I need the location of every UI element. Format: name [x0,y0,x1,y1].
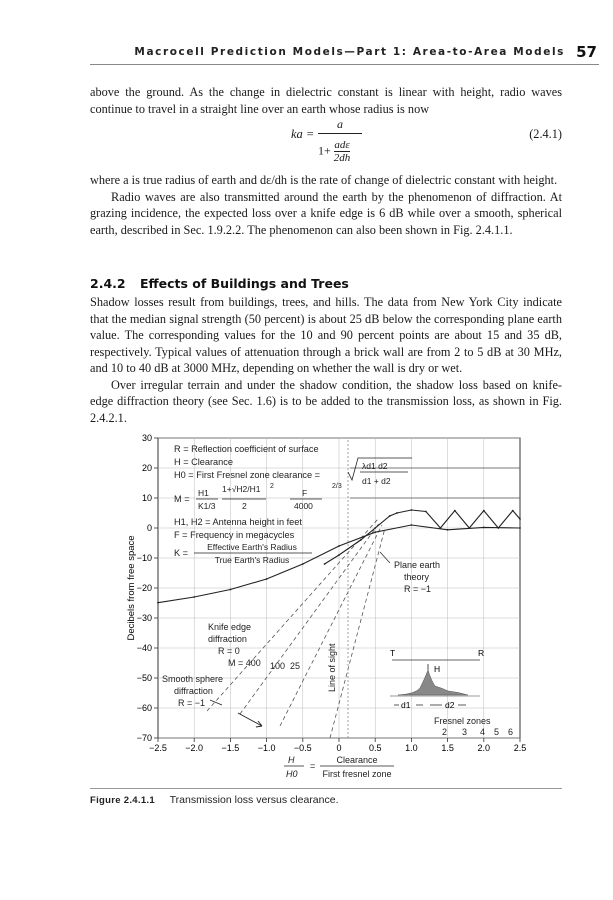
legend-k-num: Effective Earth's Radius [207,542,297,552]
series-0-point [193,596,195,598]
x-axis-label-h0: H0 [286,769,298,779]
series-1-point [374,527,376,529]
equation-2-4-1 [90,117,562,165]
legend-k-den: True Earth's Radius [214,555,290,565]
dashed-line-smooth [330,528,385,738]
fresnel-zone-number: 4 [480,727,486,737]
section-heading [90,276,349,291]
dashed-line-m25 [280,525,382,726]
series-0-point [266,578,268,580]
equation-numerator: a [337,117,343,131]
series-1-point [360,539,362,541]
x-axis-label-h: H [288,755,295,765]
series-1-point [512,510,514,512]
y-axis-label: Decibels from free space [126,535,137,641]
y-tick-label: −50 [136,673,152,683]
intro-text [90,84,562,117]
annotation-m-25: 25 [290,661,301,671]
series-1-point [439,527,441,529]
legend-m-f: F [302,488,308,498]
caption-label: Figure 2.4.1.1 [90,795,155,806]
y-tick-label: 30 [141,433,152,443]
legend-m-num1: H1 [198,488,209,498]
legend-frequency: F = Frequency in megacycles [174,530,295,540]
x-tick-label: 1.0 [405,743,418,753]
legend-m-4000: 4000 [294,501,313,511]
x-axis-label [284,755,394,779]
legend-k-label: K = [174,548,189,558]
inset-t-label: T [390,648,396,658]
x-tick-label: −2.0 [185,743,204,753]
transmission-loss-chart [90,430,540,782]
y-tick-label: −70 [136,733,152,743]
annotation-smooth-1: Smooth sphere [162,674,224,684]
figure-caption [90,788,562,806]
series-0-point [230,589,232,591]
legend-m-two: 2 [242,501,247,511]
y-tick-label: 0 [146,523,152,533]
page-number: 57 [576,43,597,61]
legend-m-exp2: 2 [270,483,274,490]
inset-h-label: H [434,664,441,674]
series-1-point [396,512,398,514]
inset-d2-label: d2 [445,700,455,710]
series-1-point [411,509,413,511]
inset-terrain-shape [398,670,468,695]
equation-inner-num: adε [334,139,350,151]
x-tick-label: 2.5 [513,743,527,753]
running-header [90,43,599,65]
terrain-inset [390,648,484,710]
series-0-point [374,531,376,533]
y-tick-label: −10 [136,553,152,563]
series-0-point [411,524,413,526]
legend-m-k: K1/3 [198,501,216,511]
legend-line-1: R = Reflection coefficient of surface [174,444,319,454]
series-0-point [483,527,485,529]
x-tick-label: 0 [336,743,342,753]
fresnel-zone-numbers [442,727,513,737]
series-0-point [302,563,304,565]
series-1-point [425,511,427,513]
y-tick-label: −40 [136,643,152,653]
fraction-bar [318,133,362,134]
series-1-point [338,554,340,556]
chart-legend [174,444,412,565]
x-tick-labels [149,738,526,753]
annotation-plane-earth-1: Plane earth [394,560,441,570]
x-axis-label-num: Clearance [336,755,378,765]
y-tick-label: 20 [141,463,152,473]
sqrt-numerator: λd1 d2 [362,461,388,471]
annotation-smooth-3: R = −1 [178,698,206,708]
equation-fraction [318,117,362,134]
x-axis-label-eq: = [310,761,316,771]
series-1-point [389,515,391,517]
series-1-point [483,510,485,512]
y-tick-label: −60 [136,703,152,713]
fresnel-zone-number: 5 [494,727,500,737]
body-text-2 [90,294,562,426]
annotation-m-100: 100 [270,661,286,671]
x-tick-label: 0.5 [368,743,382,753]
diffraction-paragraph: Radio waves are also transmitted around the earth by the phenomenon of diffraction. At grazing incidence, the expected loss over a knife edge is 6 dB while over a smooth, spherical earth, described in Sec. 1.9.2.2. The phenomenon can also been shown in Fig. 2.4.1.1. [90,189,562,237]
x-tick-label: −1.5 [221,743,240,753]
legend-h1h2: H1, H2 = Antenna height in feet [174,517,302,527]
fresnel-zone-number: 2 [442,727,448,737]
section-title: Effects of Buildings and Trees [139,276,349,291]
annotation-m-400: M = 400 [228,658,261,668]
equation-lhs: ka = [291,127,315,141]
terrain-paragraph: Over irregular terrain and under the shadow condition, the shadow loss based on knife-edge diffraction theory (see Sec. 1.6) is to be added to the transmission loss, as shown in Fig. 2.4.2.1. [90,377,562,425]
series-1-point [497,527,499,529]
annotation-smooth-pointer [238,713,262,727]
annotation-smooth-arrow [210,700,222,705]
annotation-plane-earth-arrow [380,552,390,563]
annotation-plane-earth-2: theory [404,572,430,582]
x-tick-label: −0.5 [293,743,312,753]
x-tick-label: −2.5 [149,743,167,753]
caption-text: Transmission loss versus clearance. [169,794,339,806]
annotation-fresnel-label: Fresnel zones [434,716,491,726]
x-axis-label-den: First fresnel zone [322,769,392,779]
inset-r-label: R [478,648,485,658]
y-tick-label: −30 [136,613,152,623]
series-1-point [519,518,521,520]
series-1-point [454,510,456,512]
legend-m-bracket: 1+√H2/H1 [222,484,261,494]
series-plane-earth [325,510,521,564]
fresnel-zone-number: 3 [462,727,468,737]
series-0-point [447,529,449,531]
where-paragraph: where a is true radius of earth and dε/dh is the rate of change of dielectric constant with height. [90,173,558,187]
annotation-plane-earth-3: R = −1 [404,584,432,594]
section-number: 2.4.2 [90,276,126,291]
annotation-knife-3: R = 0 [218,646,240,656]
series-1-point [468,527,470,529]
running-title: Macrocell Prediction Models—Part 1: Area-to-Area Models [134,46,565,58]
shadow-paragraph: Shadow losses result from buildings, trees, and hills. The data from New York City indicate that the median signal strength (50 percent) is about 25 dB below the corresponding plane earth value. The corresponding values for the 10 and 90 percent points are about 15 and 35 dB, respectively. Typical values of attenuation through a brick wall are from 2 to 5 dB at 30 MHz, and 10 to 40 dB at 3000 MHz, depending on whether the wall is dry or wet. [90,295,562,375]
y-tick-label: 10 [141,493,152,503]
annotation-line-of-sight: Line of sight [327,643,337,692]
equation-denominator [318,139,350,164]
legend-m-label: M = [174,494,190,504]
fresnel-zone-number: 6 [508,727,514,737]
legend-line-2: H = Clearance [174,457,233,467]
annotation-knife-2: diffraction [208,634,247,644]
series-1-point [324,563,326,565]
series-0-point [338,545,340,547]
annotation-knife-1: Knife edge [208,622,252,632]
body-text-1 [90,172,562,238]
x-tick-label: −1.0 [257,743,276,753]
y-tick-labels [137,433,158,743]
equation-denominator-lead: 1+ [318,143,331,158]
series-0-point [519,527,521,529]
equation-inner-den: 2dh [333,152,351,164]
x-tick-label: 2.0 [477,743,491,753]
intro-paragraph: above the ground. As the change in dielectric constant is linear with height, radio waves continue to travel in a straight line over an earth whose radius is now [90,85,562,116]
legend-m-exp23: 2/3 [332,483,342,490]
series-0-point [157,602,159,604]
annotation-smooth-2: diffraction [174,686,213,696]
equation-number: (2.4.1) [529,127,562,141]
equation-inner-fraction [334,139,351,164]
legend-line-3: H0 = First Fresnel zone clearance = [174,470,321,480]
y-tick-label: −20 [136,583,152,593]
inset-d1-label: d1 [401,700,411,710]
sqrt-denominator: d1 + d2 [362,476,391,486]
x-tick-label: 1.5 [441,743,454,753]
